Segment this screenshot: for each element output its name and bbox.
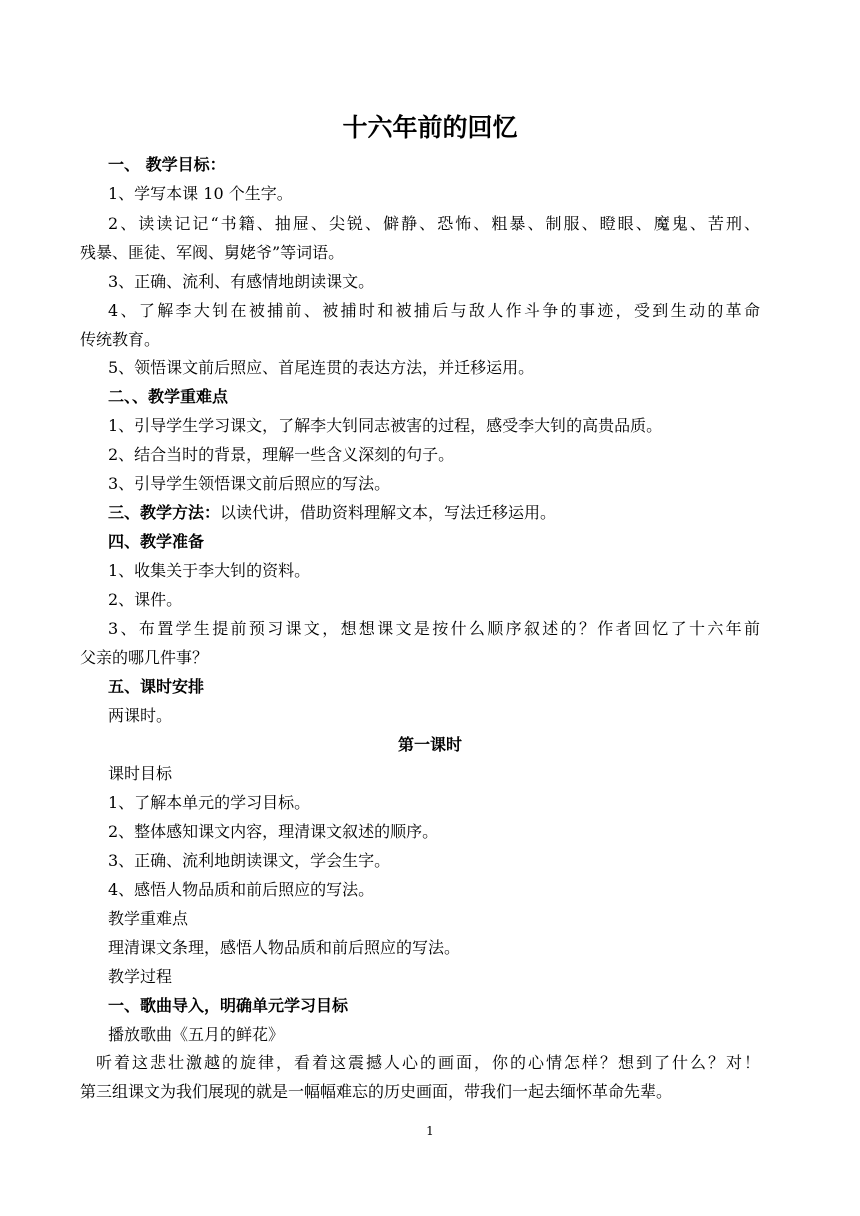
body-line: 4、了解李大钊在被捕前、被捕时和被捕后与敌人作斗争的事迹，受到生动的革命 [108, 301, 760, 320]
body-line: 3、布置学生提前预习课文，想想课文是按什么顺序叙述的？作者回忆了十六年前 [108, 619, 760, 638]
teaching-method-line [108, 503, 760, 523]
heading-teaching-preparation: 四、教学准备 [108, 532, 205, 551]
body-line: 第三组课文为我们展现的就是一幅幅难忘的历史画面，带我们一起去缅怀革命先辈。 [80, 1082, 673, 1101]
subheading-key-difficulties: 教学重难点 [108, 909, 189, 928]
body-line: 2、整体感知课文内容，理清课文叙述的顺序。 [108, 822, 439, 841]
body-line: 理清课文条理，感悟人物品质和前后照应的写法。 [108, 938, 461, 957]
subheading-lesson-objectives: 课时目标 [108, 764, 173, 783]
body-line: 3、正确、流利地朗读课文，学会生字。 [108, 851, 391, 870]
subheading-teaching-process: 教学过程 [108, 967, 173, 986]
body-line: 父亲的哪几件事？ [80, 648, 209, 667]
heading-teaching-method: 三、教学方法： [108, 503, 221, 522]
body-line: 2、读读记记“书籍、抽屉、尖锐、僻静、恐怖、粗暴、制服、瞪眼、魔鬼、苦刑、 [108, 214, 760, 233]
body-line: 1、学写本课 10 个生字。 [108, 184, 293, 203]
body-line: 3、引导学生领悟课文前后照应的写法。 [108, 474, 391, 493]
document-title: 十六年前的回忆 [342, 113, 518, 142]
page-number: 1 [426, 1124, 434, 1138]
body-line: 传统教育。 [80, 330, 161, 349]
body-line: 2、课件。 [108, 590, 183, 609]
heading-teaching-objectives: 一、 教学目标： [108, 155, 226, 174]
heading-first-lesson: 第一课时 [397, 735, 462, 754]
teaching-method-text: 以读代讲，借助资料理解文本，写法迁移运用。 [220, 503, 557, 522]
heading-song-introduction: 一、歌曲导入，明确单元学习目标 [108, 996, 349, 1015]
body-line: 1、引导学生学习课文，了解李大钊同志被害的过程，感受李大钊的高贵品质。 [108, 416, 663, 435]
body-line: 5、领悟课文前后照应、首尾连贯的表达方法，并迁移运用。 [108, 358, 535, 377]
body-line: 1、收集关于李大钊的资料。 [108, 561, 311, 580]
body-line: 4、感悟人物品质和前后照应的写法。 [108, 880, 375, 899]
body-line: 残暴、匪徒、军阀、舅姥爷”等词语。 [80, 243, 345, 262]
body-line: 听着这悲壮激越的旋律，看着这震撼人心的画面，你的心情怎样？想到了什么？对！ [96, 1053, 760, 1072]
body-line: 两课时。 [108, 706, 173, 725]
body-line: 1、了解本单元的学习目标。 [108, 793, 311, 812]
body-line: 播放歌曲《五月的鲜花》 [108, 1025, 285, 1044]
heading-key-difficulties: 二、、教学重难点 [108, 387, 229, 406]
heading-class-schedule: 五、课时安排 [108, 677, 205, 696]
body-line: 3、正确、流利、有感情地朗读课文。 [108, 272, 375, 291]
body-line: 2、结合当时的背景，理解一些含义深刻的句子。 [108, 445, 455, 464]
